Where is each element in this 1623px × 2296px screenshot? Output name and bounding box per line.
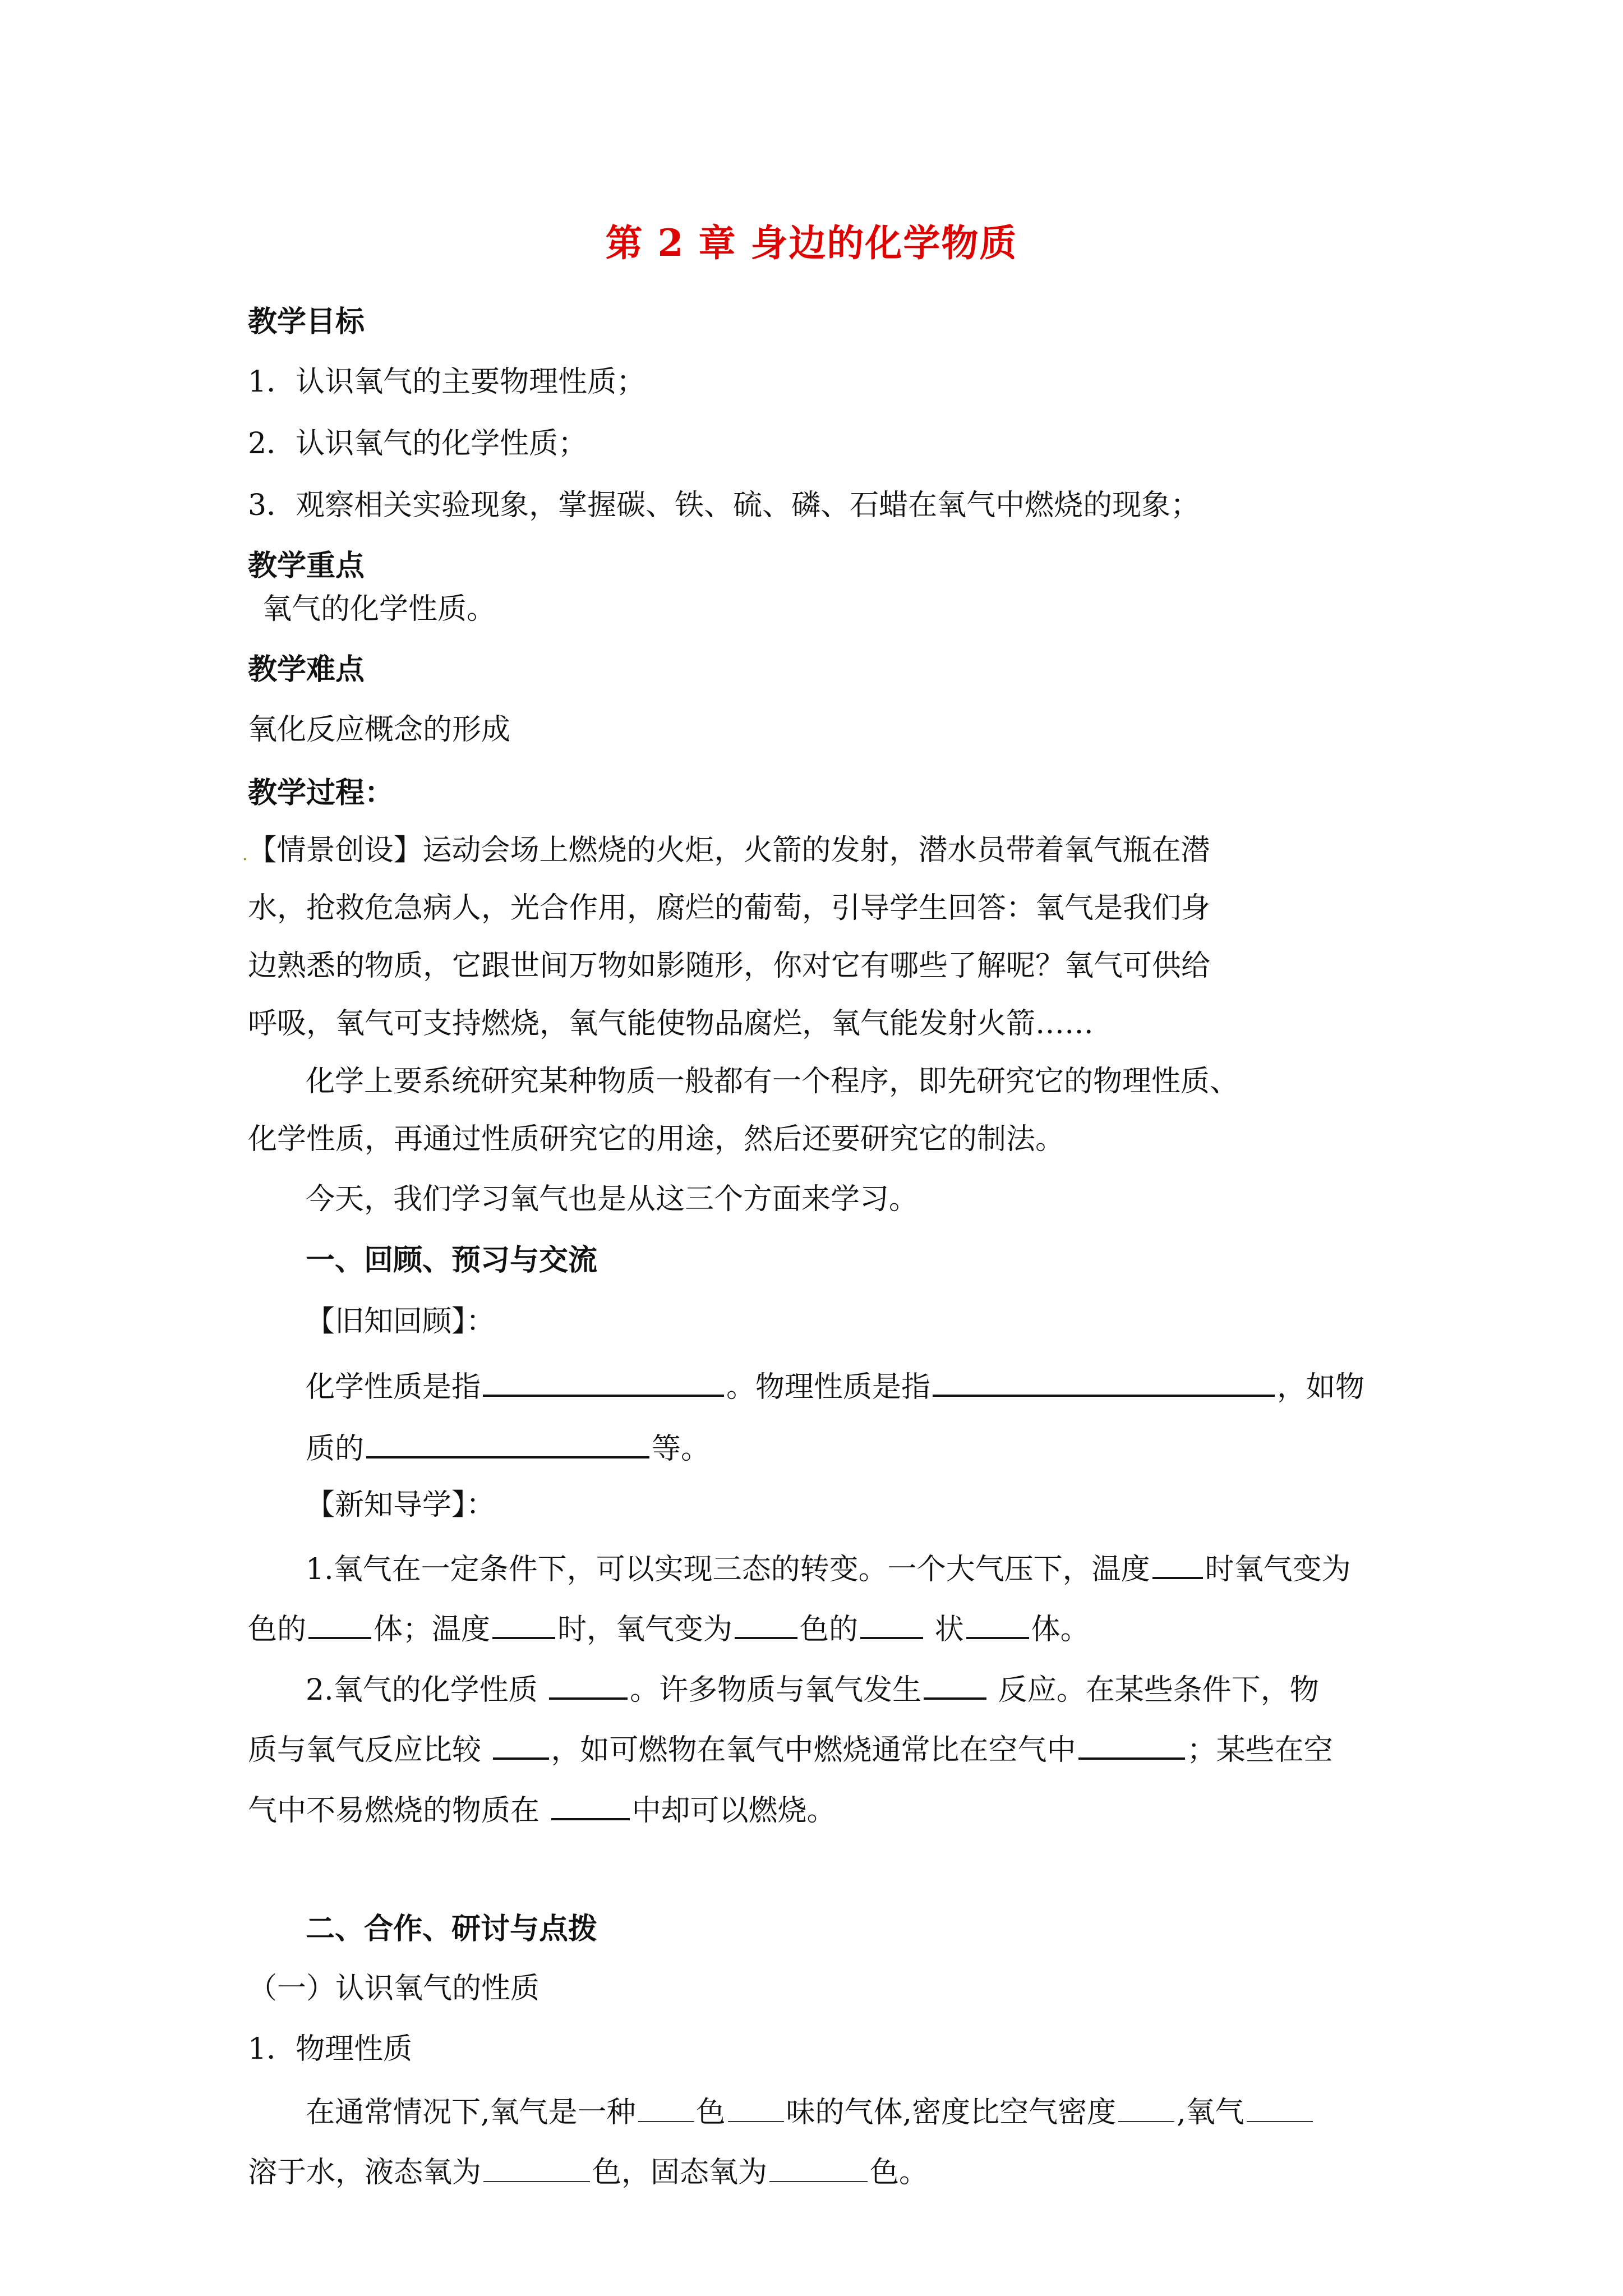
blank-liquid-color[interactable] — [483, 2154, 590, 2182]
section2-subheading-2: 1．物理性质 — [248, 2032, 413, 2066]
physical-property-line-1: 在通常情况下,氧气是一种 色 味的气体,密度比空气密度 ,氧气 — [306, 2094, 1315, 2129]
question2-line-1: 2.氧气的化学性质 。许多物质与氧气发生 反应。在某些条件下，物 — [306, 1671, 1319, 1706]
objectives-heading: 教学目标 — [248, 305, 365, 339]
blank-chemical-property[interactable] — [483, 1368, 724, 1397]
chapter-title: 第 2 章 身边的化学物质 — [605, 221, 1018, 265]
blank-density[interactable] — [1118, 2094, 1174, 2122]
scene-line-4: 呼吸，氧气可支持燃烧，氧气能使物品腐烂，氧气能发射火箭…… — [248, 1007, 1094, 1041]
blank-in-air[interactable] — [1078, 1731, 1185, 1760]
scene-line-1: .【情景创设】运动会场上燃烧的火炬，火箭的发射，潜水员带着氧气瓶在潜 — [242, 834, 1210, 867]
blank-examples[interactable] — [366, 1429, 649, 1458]
blank-physical-property[interactable] — [933, 1368, 1275, 1397]
blank-chem-property[interactable] — [549, 1671, 628, 1700]
study-line-2: 化学性质，再通过性质研究它的用途，然后还要研究它的制法。 — [248, 1122, 1065, 1156]
objective-item-3: 3．观察相关实验现象，掌握碳、铁、硫、磷、石蜡在氧气中燃烧的现象； — [248, 489, 1200, 522]
section1-heading: 一、回顾、预习与交流 — [306, 1243, 598, 1277]
scene-line-3: 边熟悉的物质，它跟世间万物如影随形，你对它有哪些了解呢？氧气可供给 — [248, 949, 1211, 983]
today-line: 今天，我们学习氧气也是从这三个方面来学习。 — [306, 1182, 919, 1216]
scene-line-2: 水，抢救危急病人，光合作用，腐烂的葡萄，引导学生回答：氧气是我们身 — [248, 891, 1211, 925]
blank-medium[interactable] — [551, 1791, 630, 1820]
review-label: 【旧知回顾】： — [306, 1305, 496, 1338]
blank-compare[interactable] — [493, 1731, 549, 1760]
objective-item-2: 2．认识氧气的化学性质； — [248, 427, 588, 461]
section2-heading: 二、合作、研讨与点拨 — [306, 1912, 598, 1946]
blank-temperature-2[interactable] — [492, 1610, 555, 1639]
key-point-heading: 教学重点 — [248, 549, 365, 583]
process-heading: 教学过程： — [248, 776, 394, 810]
section2-subheading-1: （一）认识氧气的性质 — [248, 1972, 540, 2005]
key-point-text: 氧气的化学性质。 — [262, 592, 496, 626]
question2-line-3: 气中不易燃烧的物质在 中却可以燃烧。 — [248, 1791, 836, 1827]
blank-state-1[interactable] — [308, 1610, 371, 1639]
study-line-1: 化学上要系统研究某种物质一般都有一个程序，即先研究它的物理性质、 — [306, 1065, 1239, 1098]
new-knowledge-label: 【新知导学】： — [306, 1488, 496, 1522]
difficulty-text: 氧化反应概念的形成 — [248, 713, 511, 747]
blank-solubility[interactable] — [1247, 2094, 1313, 2122]
blank-smell[interactable] — [728, 2094, 784, 2122]
blank-shape[interactable] — [860, 1610, 923, 1639]
review-line-2: 质的 等。 — [306, 1429, 710, 1465]
difficulty-heading: 教学难点 — [248, 652, 365, 687]
blank-state-2[interactable] — [966, 1610, 1029, 1639]
blank-temperature-1[interactable] — [1152, 1550, 1203, 1579]
physical-property-line-2: 溶于水，液态氧为 色，固态氧为 色。 — [248, 2154, 928, 2189]
blank-solid-color[interactable] — [769, 2154, 868, 2182]
blank-color[interactable] — [638, 2094, 694, 2122]
blank-color-2[interactable] — [735, 1610, 797, 1639]
blank-reaction[interactable] — [924, 1671, 986, 1700]
objective-item-1: 1．认识氧气的主要物理性质； — [248, 365, 646, 399]
question2-line-2: 质与氧气反应比较 ，如可燃物在氧气中燃烧通常比在空气中 ；某些在空 — [248, 1731, 1333, 1766]
review-line-1: 化学性质是指 。物理性质是指 ，如物 — [306, 1368, 1364, 1404]
question1-line-1: 1.氧气在一定条件下，可以实现三态的转变。一个大气压下，温度 时氧气变为 — [306, 1550, 1351, 1586]
question1-line-2: 色的 体；温度 时，氧气变为 色的 状 体。 — [248, 1610, 1090, 1646]
